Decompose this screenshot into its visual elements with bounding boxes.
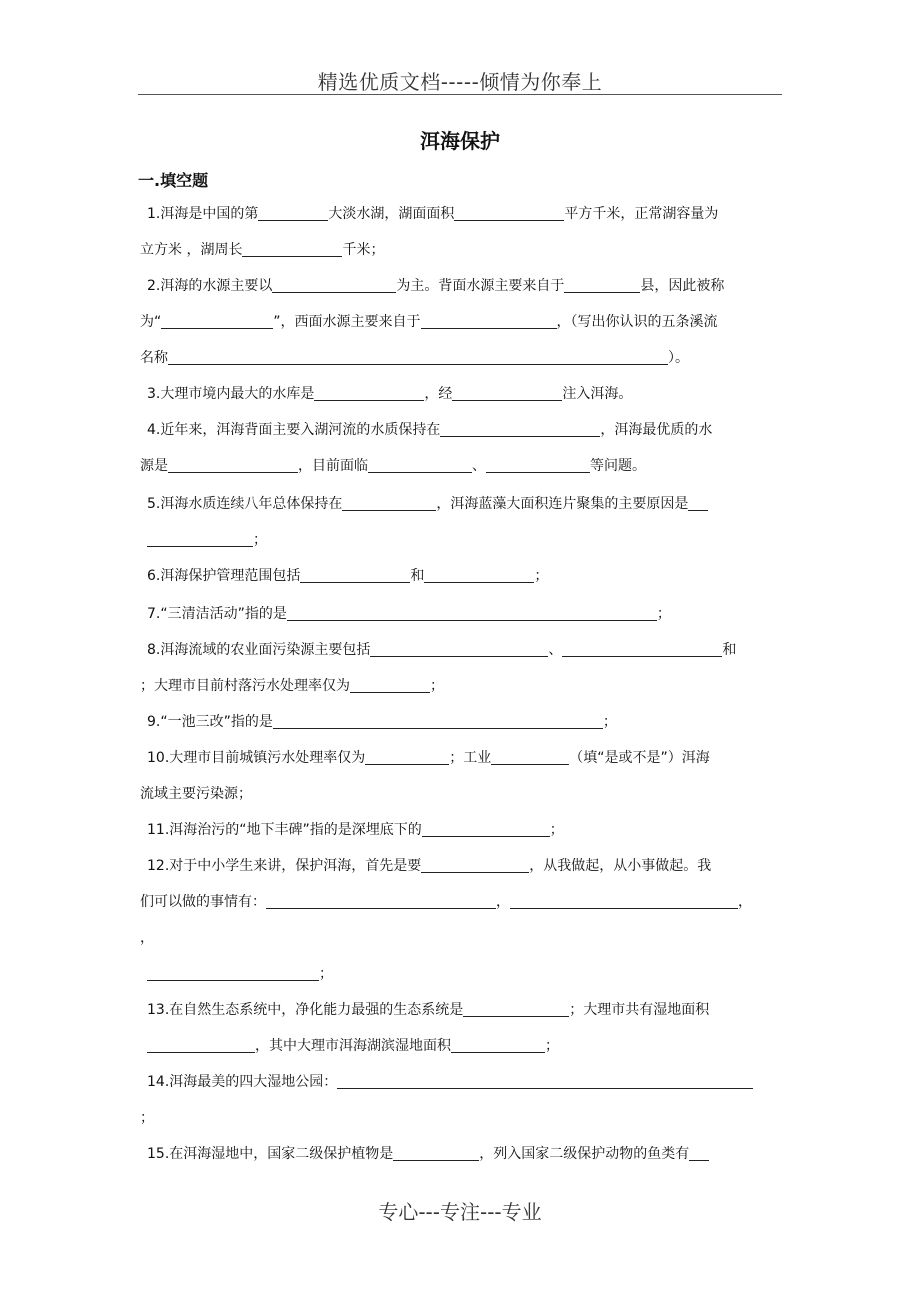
question-13-line-2: ，其中大理市洱海湖滨湿地面积 ； [140,1036,789,1056]
question-6: 6.洱海保护管理范围包括 和 ； [147,568,549,584]
question-12-line-3: ， [140,930,154,946]
answer-blank[interactable] [147,532,253,547]
question-9: 9.“一池三改”指的是 ； [147,714,617,730]
answer-blank[interactable] [421,314,557,329]
answer-blank[interactable] [370,642,548,657]
answer-blank[interactable] [688,496,708,511]
answer-blank[interactable] [314,386,424,401]
question-12-line-1: 12.对于中小学生来讲，保护洱海，首先是要 ，从我做起，从小事做起。我 [147,858,712,874]
question-15: 15.在洱海湿地中，国家二级保护植物是 ，列入国家二级保护动物的鱼类有 [140,1144,789,1164]
answer-blank[interactable] [168,458,298,473]
answer-blank[interactable] [454,206,564,221]
section-heading: 一.填空题 [138,171,209,190]
header-divider [138,94,782,95]
answer-blank[interactable] [451,1038,545,1053]
answer-blank[interactable] [510,894,738,909]
answer-blank[interactable] [564,278,640,293]
answer-blank[interactable] [440,422,600,437]
question-14-line-2: ； [140,1110,154,1126]
question-5-line-2: ； [140,530,789,550]
answer-blank[interactable] [562,642,722,657]
answer-blank[interactable] [266,894,496,909]
answer-blank[interactable] [393,1146,479,1161]
question-1-line-1: 1.洱海是中国的第 大淡水湖，湖面面积 平方千米，正常湖容量为 [147,206,719,222]
answer-blank[interactable] [486,458,590,473]
answer-blank[interactable] [368,458,472,473]
question-3: 3.大理市境内最大的水库是 ，经 注入洱海。 [147,386,633,402]
answer-blank[interactable] [147,966,319,981]
page-footer: 专心---专注---专业 [378,1200,542,1224]
question-10-line-2: 流域主要污染源； [140,786,252,802]
question-11: 11.洱海治污的“地下丰碑”指的是深埋底下的 ； [147,822,564,838]
answer-blank[interactable] [258,206,328,221]
question-4-line-2: 源是 ，目前面临 、 等问题。 [140,458,646,474]
document-title: 洱海保护 [420,129,500,153]
answer-blank[interactable] [424,568,534,583]
question-12-line-4: ； [140,964,789,984]
answer-blank[interactable] [242,242,342,257]
question-14-line-1: 14.洱海最美的四大湿地公园： [140,1072,789,1092]
page-header: 精选优质文档-----倾情为你奉上 [317,70,603,94]
answer-blank[interactable] [287,606,657,621]
question-10-line-1: 10.大理市目前城镇污水处理率仅为 ；工业 （填“是或不是”）洱海 [147,750,710,766]
answer-blank[interactable] [168,350,668,365]
answer-blank[interactable] [689,1146,709,1161]
question-2-line-3: 名称 ）。 [140,350,689,366]
question-5-line-1: 5.洱海水质连续八年总体保持在 ，洱海蓝藻大面积连片聚集的主要原因是 [140,494,789,514]
question-1-line-2: 立方米 ，湖周长 千米； [140,242,385,258]
answer-blank[interactable] [350,678,430,693]
answer-blank[interactable] [491,750,569,765]
answer-blank[interactable] [273,714,603,729]
answer-blank[interactable] [463,1002,569,1017]
answer-blank[interactable] [161,314,273,329]
answer-blank[interactable] [365,750,449,765]
question-7: 7.“三清洁活动”指的是 ； [147,606,671,622]
answer-blank[interactable] [342,496,436,511]
question-13-line-1: 13.在自然生态系统中，净化能力最强的生态系统是 ；大理市共有湿地面积 [147,1002,710,1018]
question-2-line-1: 2.洱海的水源主要以 为主。背面水源主要来自于 县，因此被称 [147,278,725,294]
answer-blank[interactable] [272,278,396,293]
answer-blank[interactable] [452,386,562,401]
answer-blank[interactable] [421,858,529,873]
answer-blank[interactable] [422,822,550,837]
answer-blank[interactable] [147,1038,255,1053]
question-2-line-2: 为“ ”，西面水源主要来自于 ，（写出你认识的五条溪流 [140,314,718,330]
question-12-line-2: 们可以做的事情有： ， ， [140,894,752,910]
answer-blank[interactable] [337,1074,753,1089]
question-8-line-2: ；大理市目前村落污水处理率仅为 ； [140,678,444,694]
answer-blank[interactable] [300,568,410,583]
question-4-line-1: 4.近年来，洱海背面主要入湖河流的水质保持在 ，洱海最优质的水 [147,422,713,438]
question-8-line-1: 8.洱海流域的农业面污染源主要包括 、 和 [147,642,737,658]
